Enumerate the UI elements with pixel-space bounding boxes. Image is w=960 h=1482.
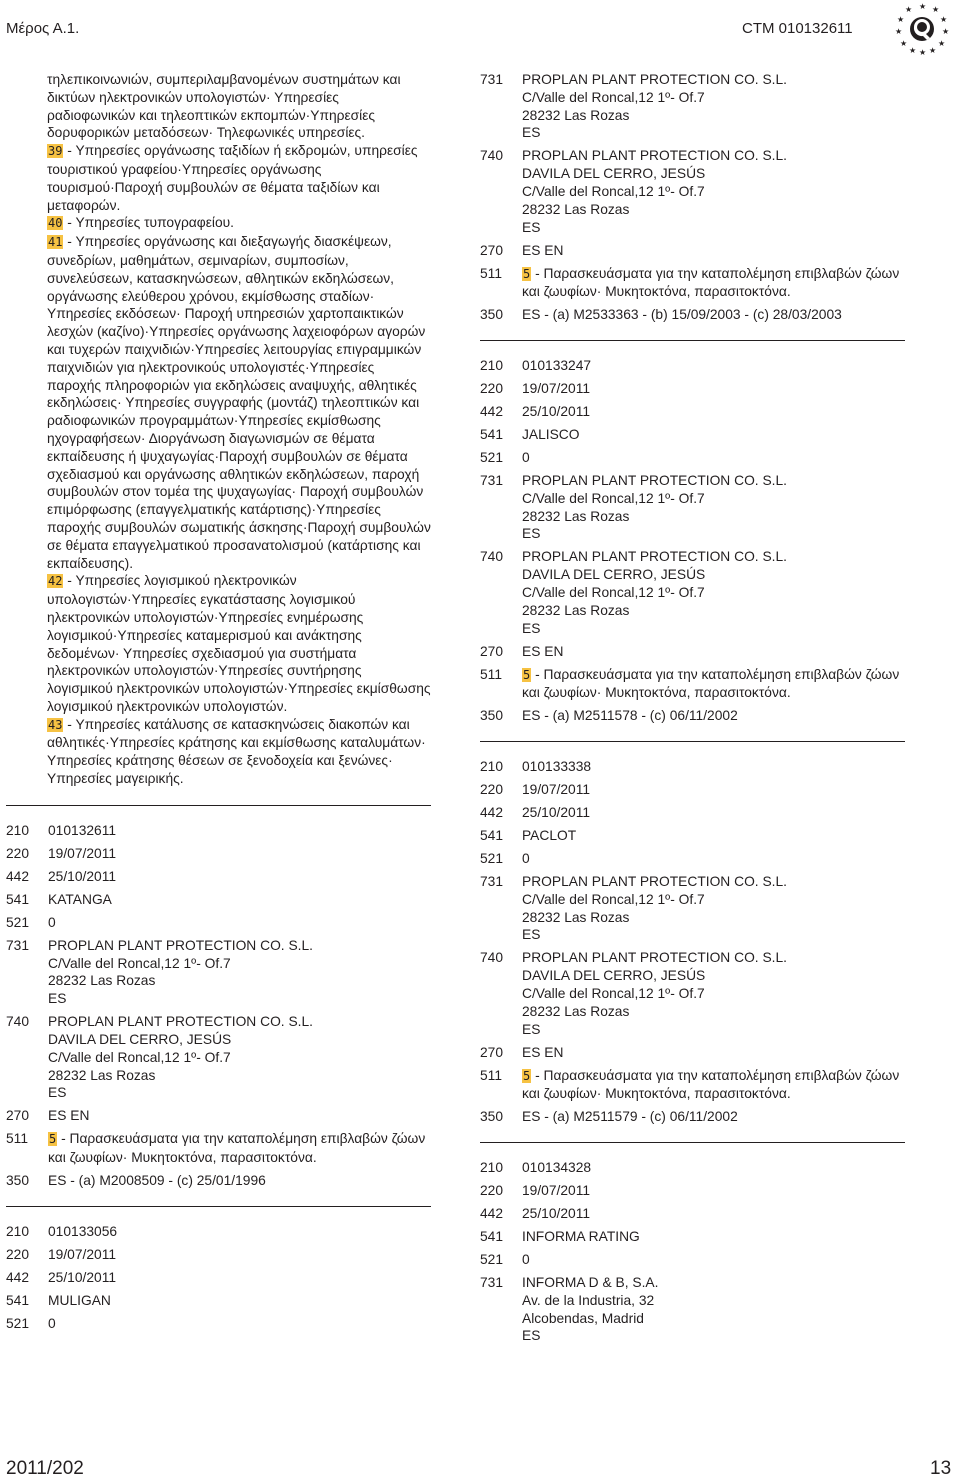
field-code: 210 [6, 822, 30, 838]
trademark-record [6, 1223, 431, 1333]
field-line: 5 - Παρασκευάσματα για την καταπολέμηση επιβλαβών ζώων και ζωυφίων· Μυκητοκτόνα, παρασιτοκτόνα. [522, 1067, 900, 1102]
field-line: 0 [522, 1252, 530, 1268]
svg-text:★: ★ [897, 15, 905, 24]
field-line: C/Valle del Roncal,12 1º- Of.7 [522, 490, 705, 506]
field-line: ES [48, 1085, 67, 1101]
field-code: 220 [6, 1246, 30, 1262]
field-row [480, 1108, 905, 1126]
field-line: ES EN [522, 242, 564, 258]
field-line: 25/10/2011 [522, 1206, 591, 1222]
field-value [522, 643, 905, 661]
field-row [480, 850, 905, 868]
field-row [480, 758, 905, 776]
field-value [48, 937, 431, 1008]
field-row [480, 1067, 905, 1104]
field-line: 25/10/2011 [522, 404, 591, 420]
field-line: 19/07/2011 [522, 1183, 591, 1199]
field-value [48, 1292, 431, 1310]
field-row [6, 891, 431, 909]
class-number: 5 [523, 266, 531, 281]
field-row [480, 643, 905, 661]
field-row [6, 1107, 431, 1125]
field-line: ES [522, 125, 541, 141]
field-line: 010134328 [522, 1160, 592, 1176]
field-line: C/Valle del Roncal,12 1º- Of.7 [48, 1049, 231, 1065]
field-line: ES - (a) M2533363 - (b) 15/09/2003 - (c) 28/03/2003 [522, 307, 842, 323]
field-row [480, 265, 905, 302]
field-line: C/Valle del Roncal,12 1º- Of.7 [522, 986, 705, 1002]
divider [480, 340, 905, 341]
field-value [48, 914, 431, 932]
class-number: 42 [48, 574, 63, 589]
field-line: PROPLAN PLANT PROTECTION CO. S.L. [522, 874, 788, 890]
field-line: PROPLAN PLANT PROTECTION CO. S.L. [522, 950, 788, 966]
field-line: PROPLAN PLANT PROTECTION CO. S.L. [522, 72, 788, 87]
field-line: JALISCO [522, 427, 580, 443]
divider [6, 1206, 431, 1207]
class-number: 40 [48, 216, 63, 231]
field-row [6, 822, 431, 840]
field-code: 731 [6, 937, 30, 953]
right-records [480, 71, 905, 1345]
field-code: 541 [480, 427, 504, 443]
field-line: 010133056 [48, 1223, 118, 1239]
field-value [522, 1274, 905, 1345]
ohim-logo-icon [892, 0, 952, 56]
field-line: 28232 Las Rozas [522, 602, 630, 618]
svg-text:★: ★ [895, 27, 903, 36]
field-code: 220 [6, 845, 30, 861]
field-line: INFORMA D & B, S.A. [522, 1275, 659, 1291]
field-value [522, 666, 905, 703]
class-number: 41 [48, 235, 63, 250]
field-line: 0 [48, 1315, 56, 1331]
field-line: 010133247 [522, 358, 592, 374]
field-row [6, 1269, 431, 1287]
header-section: Μέρος Α.1. [6, 20, 80, 37]
divider [480, 741, 905, 742]
field-value [48, 1269, 431, 1287]
field-line: INFORMA RATING [522, 1229, 640, 1245]
field-row [480, 71, 905, 142]
field-value [522, 1182, 905, 1200]
field-code: 731 [480, 473, 504, 489]
divider [480, 1142, 905, 1143]
field-value [522, 781, 905, 799]
field-line: KATANGA [48, 891, 112, 907]
field-code: 541 [480, 828, 504, 844]
field-row [480, 781, 905, 799]
field-code: 740 [480, 148, 504, 164]
class-39: 39 - Υπηρεσίες οργάνωσης ταξιδίων ή εκδρομών, υπηρεσίες τουριστικού γραφείου·Υπηρεσίες οργάνωσης τουρισμού·Παροχή συμβουλών σε θέματα ταξιδίων και μεταφορών. [47, 143, 418, 213]
field-line: C/Valle del Roncal,12 1º- Of.7 [522, 585, 705, 600]
svg-text:★: ★ [905, 5, 913, 14]
field-code: 521 [480, 851, 504, 867]
field-code: 220 [480, 782, 504, 798]
field-line: 28232 Las Rozas [48, 1067, 156, 1083]
field-line: C/Valle del Roncal,12 1º- Of.7 [522, 183, 705, 199]
field-code: 210 [480, 759, 504, 775]
field-value [522, 426, 905, 444]
trademark-record [480, 758, 905, 1126]
field-value [522, 707, 905, 725]
field-value [522, 1159, 905, 1177]
field-row [6, 868, 431, 886]
field-code: 442 [480, 1206, 504, 1222]
trademark-record [480, 357, 905, 725]
field-line: PROPLAN PLANT PROTECTION CO. S.L. [522, 549, 788, 565]
svg-text:★: ★ [942, 27, 950, 36]
field-line: ES EN [522, 1044, 564, 1060]
field-value [522, 1067, 905, 1104]
field-value [522, 873, 905, 944]
field-line: PROPLAN PLANT PROTECTION CO. S.L. [48, 937, 314, 953]
class-43: 43 - Υπηρεσίες κατάλυσης σε κατασκηνώσεις διακοπών και αθλητικές·Υπηρεσίες κράτησης και εκμίσθωσης καταλυμάτων· Υπηρεσίες κράτησης θέσεων σε ξενοδοχεία και ξενώνες· Υπηρεσίες μαγειρικής. [47, 716, 426, 787]
field-line: ES [522, 620, 541, 636]
field-value [48, 1223, 431, 1241]
field-line: 0 [48, 914, 56, 930]
field-line: 010132611 [48, 822, 117, 838]
field-line: DAVILA DEL CERRO, JESÚS [48, 1031, 232, 1047]
footer-page-number: 13 [930, 1458, 952, 1479]
field-line: MULIGAN [48, 1292, 111, 1308]
field-code: 270 [6, 1108, 30, 1124]
class-number: 43 [48, 717, 63, 732]
field-row [480, 1182, 905, 1200]
field-row [6, 1292, 431, 1310]
field-value [48, 1107, 431, 1125]
field-value [522, 1108, 905, 1126]
field-line: 19/07/2011 [522, 782, 591, 798]
class-41: 41 - Υπηρεσίες οργάνωσης και διεξαγωγής διασκέψεων, συνεδρίων, μαθημάτων, σεμιναρίων, συμποσίων, συνελεύσεων, κατασκηνώσεων, αθλητικών εκδηλώσεων, οργάνωσης ελεύθερου χρόνου, εκμίσθωσης σταδίων· Υπηρεσίες εκδόσεων· Παροχή υπηρεσιών χαρτοπαικτικών λεσχών (καζίνο)·Υπηρεσίες οργάνωσης λαχειοφόρων αγορών και τυχερών παιχνιδιών·Υπηρεσίες λειτουργίας επιγραμμικών παιχνιδιών για ηλεκτρονικούς υπολογιστές·Υπηρεσίες παροχής πληροφοριών για εκδηλώσεις αναψυχής, αθλητικές εκδηλώσεις· Υπηρεσίες συγγραφής (μοντάζ) τηλεοπτικών και ραδιοφωνικών προγραμμάτων·Υπηρεσίες εκμίσθωσης ηχογραφήσεων· Διοργάνωση διαγωνισμών σε θέματα εκπαίδευσης ή ψυχαγωγίας·Παροχή συμβουλών σε θέματα σχεδιασμού και οργάνωσης αθλητικών εκδηλώσεων, παροχή συμβουλών στον τομέα της ψυχαγωγίας· Παροχή συμβουλών επιμόρφωσης (επαγγελματικής κατάρτισης)·Υπηρεσίες παροχής συμβουλών σωματικής άσκησης·Παροχή συμβουλών σε θέματα επαγγελματικού προσανατολισμού (κατάρτισης και εκπαίδευσης). [47, 234, 431, 571]
field-line: 5 - Παρασκευάσματα για την καταπολέμηση επιβλαβών ζώων και ζωυφίων· Μυκητοκτόνα, παρασιτοκτόνα. [522, 265, 900, 300]
field-value [48, 1172, 431, 1190]
field-line: 010133338 [522, 759, 592, 775]
field-code: 210 [6, 1223, 30, 1239]
svg-text:★: ★ [932, 5, 940, 14]
field-row [480, 449, 905, 467]
field-line: ES [522, 1021, 541, 1037]
field-value [522, 949, 905, 1038]
field-line: 25/10/2011 [48, 1269, 117, 1285]
field-value [48, 1130, 431, 1167]
field-code: 442 [480, 404, 504, 420]
footer-issue: 2011/202 [6, 1458, 84, 1479]
right-column [480, 71, 905, 1350]
field-line: 0 [522, 450, 530, 466]
field-code: 541 [6, 1292, 30, 1308]
field-code: 521 [6, 914, 30, 930]
field-row [6, 1315, 431, 1333]
trademark-record [6, 822, 431, 1190]
field-code: 442 [6, 1269, 30, 1285]
field-value [522, 758, 905, 776]
field-value [48, 868, 431, 886]
field-row [480, 707, 905, 725]
field-line: DAVILA DEL CERRO, JESÚS [522, 968, 706, 984]
field-code: 731 [480, 72, 504, 87]
field-value [48, 822, 431, 840]
field-code: 350 [6, 1173, 30, 1189]
field-line: PROPLAN PLANT PROTECTION CO. S.L. [522, 148, 788, 164]
field-value [522, 850, 905, 868]
trademark-record [480, 1159, 905, 1345]
field-row [480, 403, 905, 421]
field-row [6, 1013, 431, 1102]
field-line: 28232 Las Rozas [522, 1003, 630, 1019]
field-row [6, 1246, 431, 1264]
class-number: 5 [523, 1068, 531, 1083]
field-row [480, 1228, 905, 1246]
field-row [6, 914, 431, 932]
field-row [6, 1223, 431, 1241]
field-row [480, 949, 905, 1038]
field-row [6, 937, 431, 1008]
field-row [480, 804, 905, 822]
field-value [522, 147, 905, 236]
field-line: 19/07/2011 [48, 845, 117, 861]
field-line: C/Valle del Roncal,12 1º- Of.7 [522, 89, 705, 105]
field-value [522, 804, 905, 822]
field-line: PROPLAN PLANT PROTECTION CO. S.L. [522, 473, 788, 489]
field-code: 521 [480, 450, 504, 466]
field-row [480, 1044, 905, 1062]
field-row [480, 426, 905, 444]
field-code: 511 [480, 666, 502, 682]
field-value [522, 449, 905, 467]
left-column [6, 71, 431, 1338]
field-line: Av. de la Industria, 32 [522, 1292, 655, 1308]
field-line: DAVILA DEL CERRO, JESÚS [522, 166, 706, 182]
left-records [6, 822, 431, 1333]
field-line: 28232 Las Rozas [522, 508, 630, 524]
field-code: 220 [480, 1183, 504, 1199]
field-line: PACLOT [522, 828, 577, 844]
field-line: ES - (a) M2008509 - (c) 25/01/1996 [48, 1173, 266, 1189]
field-code: 350 [480, 1109, 504, 1125]
classes-list [6, 71, 431, 788]
field-code: 521 [480, 1252, 504, 1268]
field-row [480, 666, 905, 703]
field-value [522, 306, 905, 324]
field-value [522, 357, 905, 375]
field-code: 210 [480, 1160, 504, 1176]
field-value [48, 1246, 431, 1264]
field-row [480, 873, 905, 944]
field-code: 270 [480, 643, 504, 659]
field-code: 740 [480, 950, 504, 966]
svg-text:★: ★ [929, 46, 937, 55]
field-line: 28232 Las Rozas [522, 909, 630, 925]
field-row [480, 1274, 905, 1345]
field-line: 5 - Παρασκευάσματα για την καταπολέμηση επιβλαβών ζώων και ζωυφίων· Μυκητοκτόνα, παρασιτοκτόνα. [522, 666, 900, 701]
field-line: 28232 Las Rozas [48, 973, 156, 989]
field-value [522, 1044, 905, 1062]
field-code: 731 [480, 874, 504, 890]
field-value [522, 1251, 905, 1269]
field-row [480, 147, 905, 236]
field-row [480, 357, 905, 375]
field-value [522, 827, 905, 845]
field-line: DAVILA DEL CERRO, JESÚS [522, 567, 706, 583]
field-line: ES - (a) M2511579 - (c) 06/11/2002 [522, 1109, 738, 1125]
field-value [522, 472, 905, 543]
field-row [480, 380, 905, 398]
field-row [6, 845, 431, 863]
field-line: C/Valle del Roncal,12 1º- Of.7 [48, 955, 231, 971]
field-line: ES [522, 219, 541, 235]
field-row [480, 242, 905, 260]
field-code: 350 [480, 708, 504, 724]
svg-text:★: ★ [940, 15, 948, 24]
field-value [522, 1205, 905, 1223]
field-value [48, 1315, 431, 1333]
field-value [522, 403, 905, 421]
field-line: ES EN [522, 643, 564, 659]
field-code: 442 [6, 868, 30, 884]
field-line: ES [48, 991, 67, 1007]
svg-text:★: ★ [919, 2, 927, 11]
field-code: 511 [480, 265, 502, 281]
field-line: 19/07/2011 [48, 1246, 117, 1262]
class-40: 40 - Υπηρεσίες τυπογραφείου. [48, 215, 235, 231]
field-code: 511 [6, 1131, 28, 1147]
field-value [522, 1228, 905, 1246]
field-line: ES [522, 526, 541, 542]
field-row [480, 472, 905, 543]
field-line: 28232 Las Rozas [522, 201, 630, 217]
field-line: ES - (a) M2511578 - (c) 06/11/2002 [522, 708, 738, 724]
field-line: Alcobendas, Madrid [522, 1310, 644, 1326]
field-value [522, 380, 905, 398]
field-row [480, 306, 905, 324]
class-number: 5 [523, 667, 531, 682]
field-line: ES EN [48, 1108, 90, 1124]
field-code: 541 [6, 891, 30, 907]
field-line: 5 - Παρασκευάσματα για την καταπολέμηση επιβλαβών ζώων και ζωυφίων· Μυκητοκτόνα, παρασιτοκτόνα. [48, 1131, 426, 1166]
field-code: 442 [480, 805, 504, 821]
field-row [480, 827, 905, 845]
field-value [522, 71, 905, 142]
field-line: ES [522, 1328, 541, 1344]
field-code: 521 [6, 1315, 30, 1331]
field-line: ES [522, 927, 541, 943]
field-value [48, 891, 431, 909]
field-line: C/Valle del Roncal,12 1º- Of.7 [522, 891, 705, 907]
field-line: 0 [522, 851, 530, 867]
svg-text:★: ★ [909, 46, 917, 55]
trademark-record [480, 71, 905, 324]
field-row [480, 1251, 905, 1269]
class-number: 5 [49, 1132, 57, 1147]
field-line: 19/07/2011 [522, 381, 591, 397]
class-number: 39 [48, 144, 63, 159]
field-code: 210 [480, 358, 504, 374]
field-code: 731 [480, 1275, 504, 1291]
field-value [48, 1013, 431, 1102]
field-code: 541 [480, 1229, 504, 1245]
field-code: 511 [480, 1067, 502, 1083]
svg-text:★: ★ [938, 39, 946, 48]
field-row [480, 1205, 905, 1223]
intro-text: τηλεπικοινωνιών, συμπεριλαμβανομένων συστημάτων και δικτύων ηλεκτρονικών υπολογιστών· Υπηρεσίες ραδιοφωνικών και τηλεοπτικών εκπομπών·Υπηρεσίες δορυφορικών μεταδόσεων· Τηλεφωνικές υπηρεσίες. [47, 72, 401, 141]
field-value [522, 242, 905, 260]
field-code: 220 [480, 381, 504, 397]
field-row [6, 1130, 431, 1167]
field-line: 28232 Las Rozas [522, 107, 630, 123]
svg-text:★: ★ [919, 48, 927, 56]
field-line: 25/10/2011 [522, 805, 591, 821]
svg-text:★: ★ [900, 39, 908, 48]
field-line: PROPLAN PLANT PROTECTION CO. S.L. [48, 1014, 314, 1030]
field-code: 350 [480, 307, 504, 323]
field-code: 740 [480, 549, 504, 565]
field-row [480, 548, 905, 637]
field-line: 25/10/2011 [48, 868, 117, 884]
header-ctm-number: CTM 010132611 [742, 20, 853, 37]
divider [6, 805, 431, 806]
field-value [522, 265, 905, 302]
field-code: 270 [480, 242, 504, 258]
field-value [48, 845, 431, 863]
field-code: 740 [6, 1014, 30, 1030]
field-code: 270 [480, 1044, 504, 1060]
class-42: 42 - Υπηρεσίες λογισμικού ηλεκτρονικών υπολογιστών·Υπηρεσίες εγκατάστασης λογισμικού ηλεκτρονικών υπολογιστών·Υπηρεσίες ενημέρωσης λογισμικού·Υπηρεσίες καταμερισμού και ανάκτησης δεδομένων· Υπηρεσίες σχεδιασμού για συστήματα ηλεκτρονικών υπολογιστών·Υπηρεσίες συντήρησης λογισμικού ηλεκτρονικών υπολογιστών·Υπηρεσίες εκμίσθωσης λογισμικού ηλεκτρονικών υπολογιστών. [47, 573, 431, 714]
field-value [522, 548, 905, 637]
field-row [480, 1159, 905, 1177]
field-row [6, 1172, 431, 1190]
